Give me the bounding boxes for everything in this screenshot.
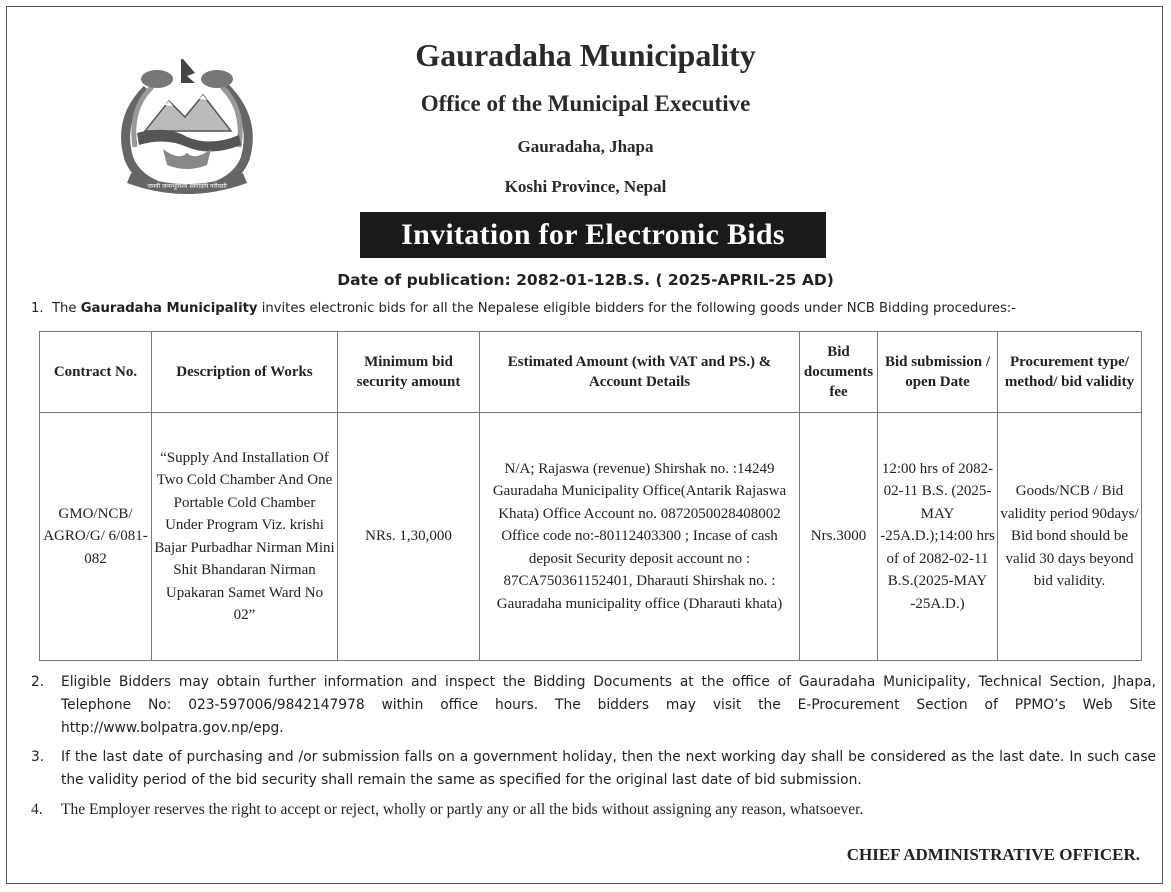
province-line: Koshi Province, Nepal [504,177,667,196]
intro-number: 1. [31,301,44,316]
cell-estimated-amount: N/A; Rajaswa (revenue) Shirshak no. :14249 Gauradaha Municipality Office(Antarik Rajaswa Khata) Office Account no. 0872050028408002 Office code no:-80112403300 ; Incase of cash deposit Security deposit account no : 87CA750361152401, Dharauti Shirshak no. : Gauradaha municipality office (Dharauti khata) [480,413,800,661]
cell-bid-security: NRs. 1,30,000 [338,413,480,661]
cell-doc-fee: Nrs.3000 [800,413,878,661]
col-estimated-amount: Estimated Amount (with VAT and PS.) & Account Details [480,332,800,413]
notice-page [6,6,1163,884]
bid-table [39,331,1142,661]
col-submission-date: Bid submission / open Date [878,332,998,413]
intro-post: invites electronic bids for all the Nepalese eligible bidders for the following goods under NCB Bidding procedures:- [257,301,1017,316]
cell-description: “Supply And Installation Of Two Cold Chamber And One Portable Cold Chamber Under Program Viz. krishi Bajar Purbadhar Nirman Mini Shit Bhandaran Nirman Upakaran Samet Ward No 02” [152,413,338,661]
note-text: The Employer reserves the right to accept or reject, wholly or partly any or all the bids without assigning any reason, whatsoever. [61,801,864,818]
note-item [31,746,1156,792]
publication-date: Date of publication: 2082-01-12B.S. ( 2025-APRIL-25 AD) [337,271,834,289]
municipality-title: Gauradaha Municipality [415,37,756,73]
table-row [40,413,1142,661]
intro-paragraph [31,301,1156,316]
col-bid-security: Minimum bid security amount [338,332,480,413]
table-header-row [40,332,1142,413]
cell-submission-date: 12:00 hrs of 2082-02-11 B.S. (2025-MAY -25A.D.);14:00 hrs of of 2082-02-11 B.S.(2025-MAY -25A.D.) [878,413,998,661]
note-number: 3. [31,749,45,765]
note-number: 4. [31,801,43,818]
col-doc-fee: Bid documents fee [800,332,878,413]
note-number: 2. [31,674,45,690]
notice-banner: Invitation for Electronic Bids [360,212,826,258]
cell-procurement-type: Goods/NCB / Bid validity period 90days/ Bid bond should be valid 30 days beyond bid validity. [998,413,1142,661]
intro-bold: Gauradaha Municipality [80,301,258,316]
location-line: Gauradaha, Jhapa [517,137,654,156]
signatory: CHIEF ADMINISTRATIVE OFFICER. [846,845,1140,864]
note-item [31,798,1156,821]
office-title: Office of the Municipal Executive [420,91,751,116]
emblem-motto: जननी जन्मभूमिश्च स्वर्गादपि गरीयसी [147,183,227,190]
cell-contract-no: GMO/NCB/ AGRO/G/ 6/081-082 [40,413,152,661]
col-description: Description of Works [152,332,338,413]
notes-list [31,671,1156,827]
col-procurement-type: Procurement type/ method/ bid validity [998,332,1142,413]
col-contract-no: Contract No. [40,332,152,413]
note-text: If the last date of purchasing and /or submission falls on a government holiday, then the next working day shall be considered as the last date. In such case the validity period of the bid security shall remain the same as specified for the original last date of bid submission. [61,749,1156,788]
note-item [31,671,1156,740]
note-text: Eligible Bidders may obtain further information and inspect the Bidding Documents at the office of Gauradaha Municipality, Technical Section, Jhapa, Telephone No: 023-597006/9842147978 within office hours. The bidders may visit the E-Procurement Section of PPMO’s Web Site http://www.bolpatra.gov.np/epg. [61,674,1156,736]
intro-pre: The [51,301,81,316]
